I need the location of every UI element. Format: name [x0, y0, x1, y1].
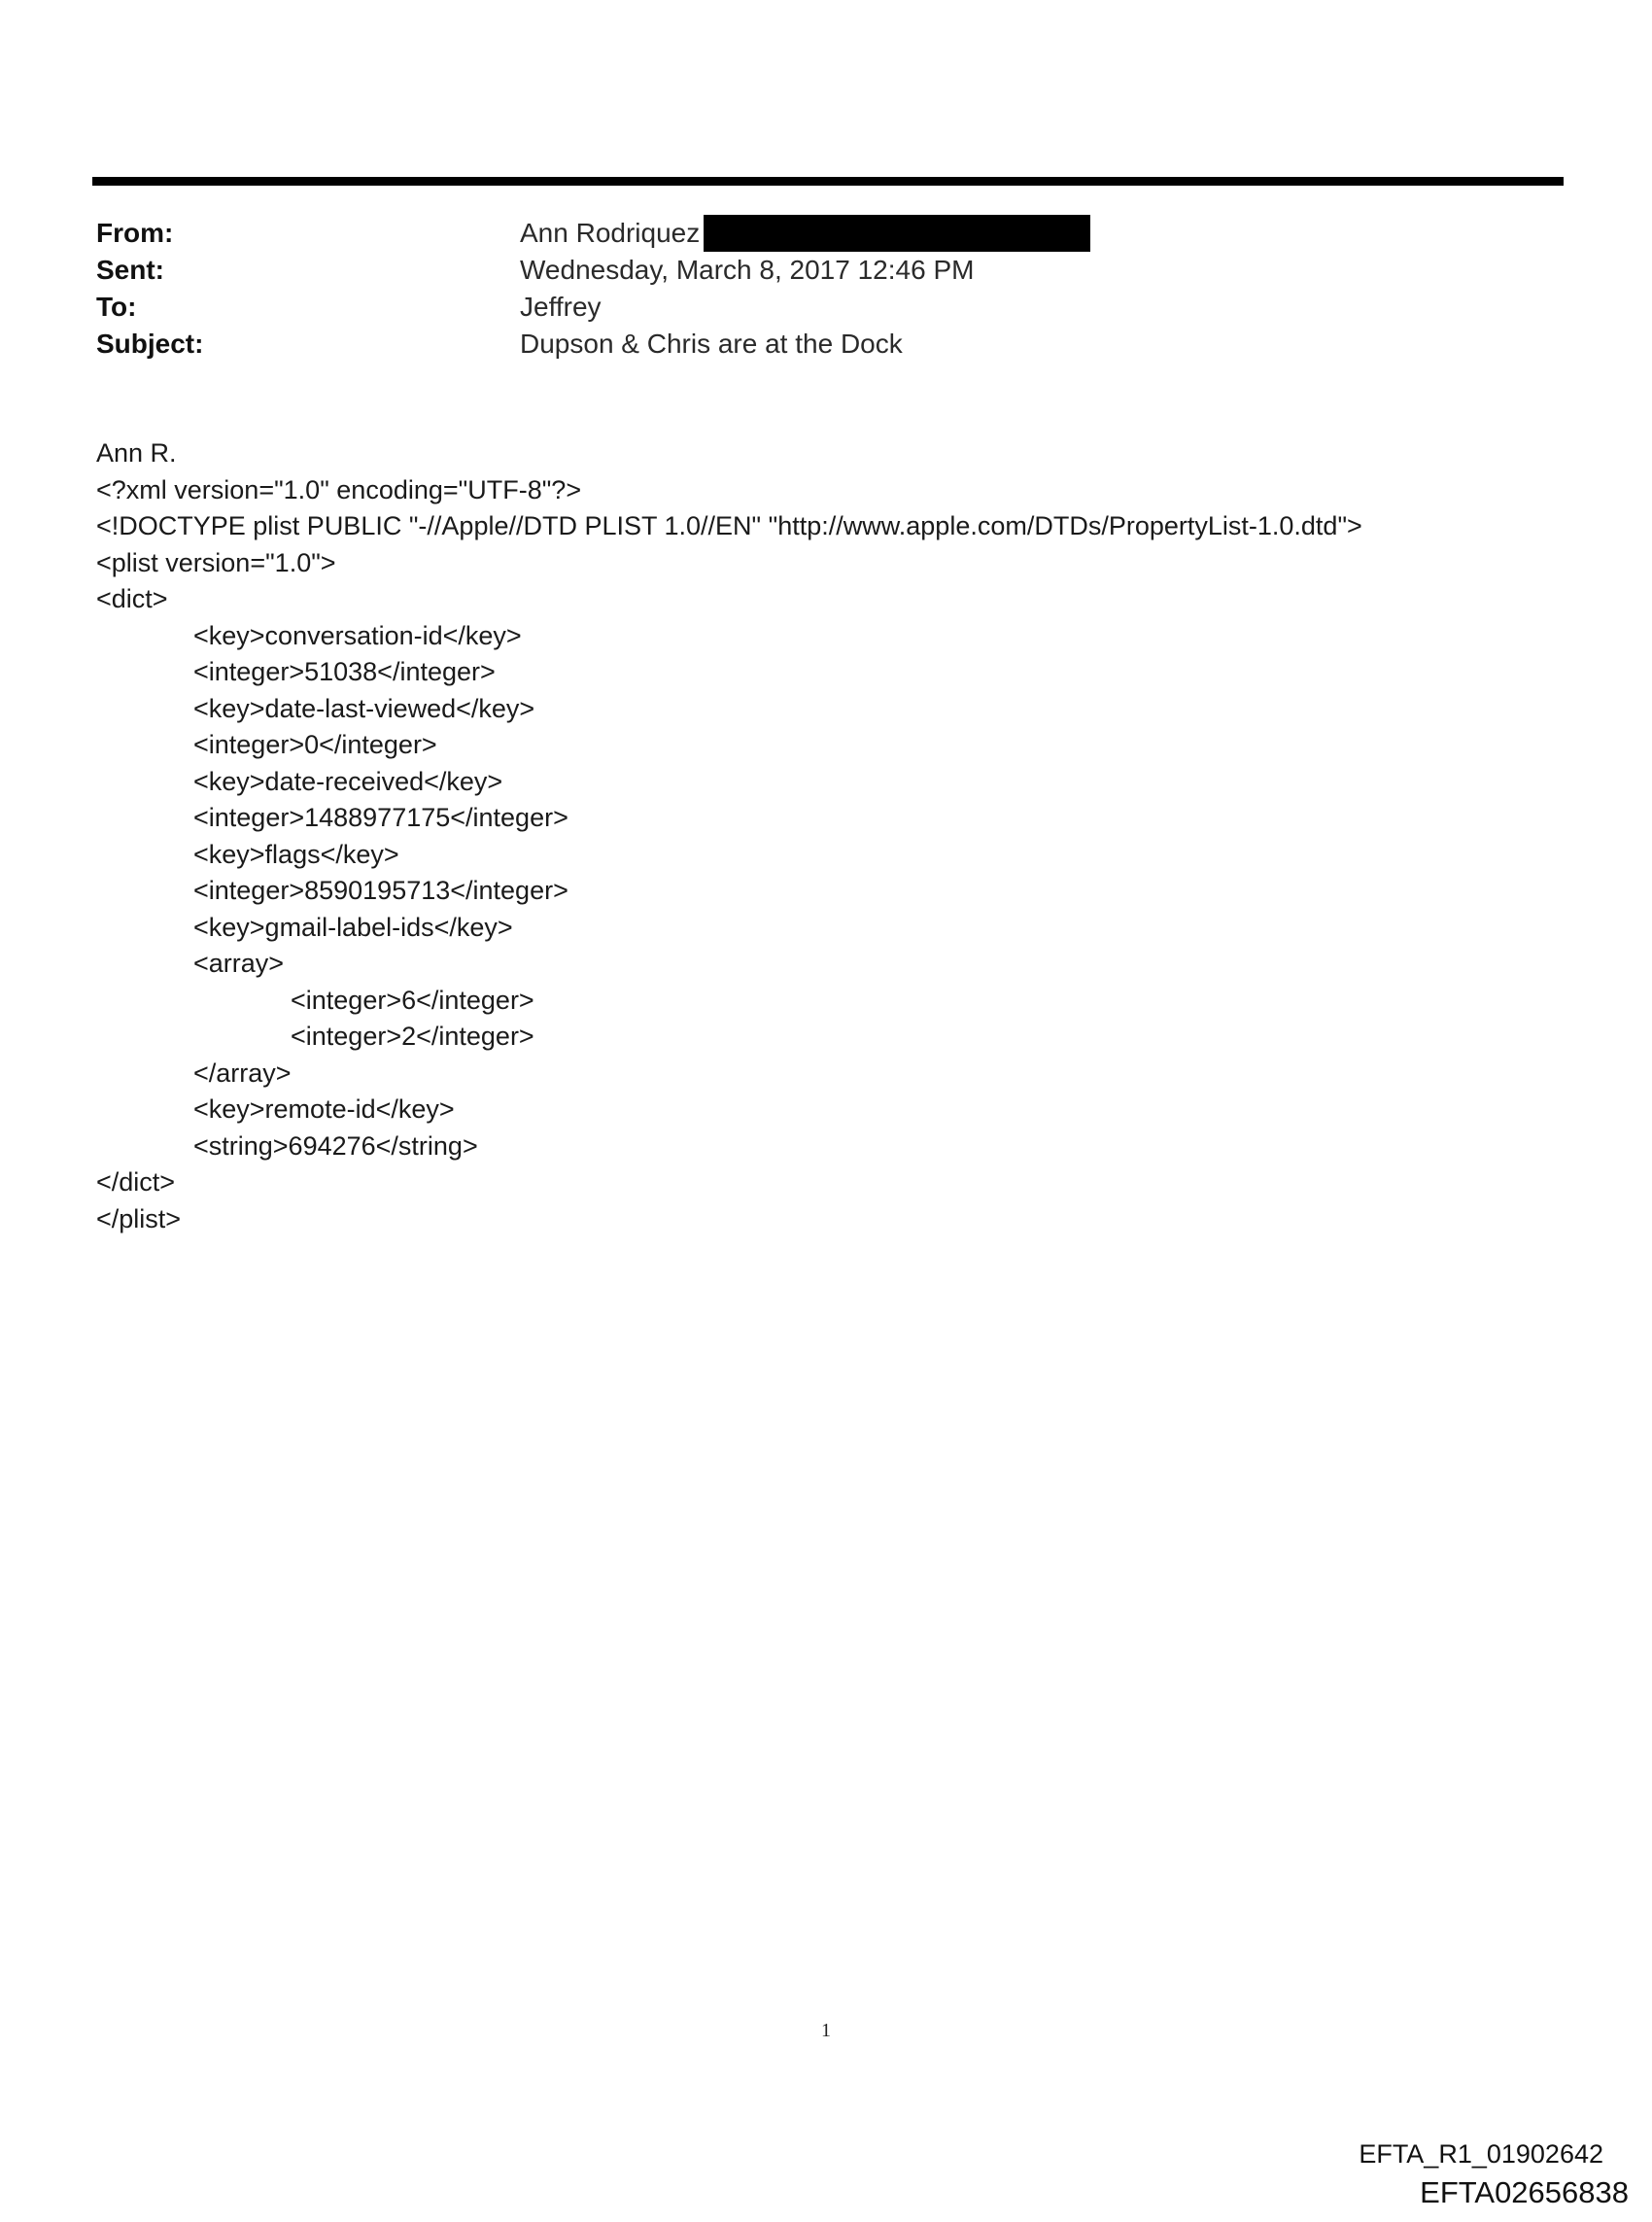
- body-line: <key>date-received</key>: [193, 766, 503, 796]
- body-line: </array>: [193, 1058, 292, 1088]
- from-label: From:: [96, 218, 174, 248]
- body-line: <key>gmail-label-ids</key>: [193, 912, 513, 942]
- subject-value: Dupson & Chris are at the Dock: [520, 329, 903, 359]
- to-row: [96, 289, 1457, 326]
- to-value: Jeffrey: [520, 292, 602, 322]
- header-divider: [92, 177, 1564, 186]
- body-line: <!DOCTYPE plist PUBLIC "-//Apple//DTD PLIST 1.0//EN" "http://www.apple.com/DTDs/PropertyList-1.0.dtd">: [96, 511, 1362, 540]
- subject-label: Subject:: [96, 329, 204, 359]
- page-number: 1: [821, 2020, 831, 2041]
- body-line: <plist version="1.0">: [96, 547, 336, 577]
- body-line: <integer>1488977175</integer>: [193, 803, 568, 832]
- signature-line: Ann R.: [96, 438, 177, 468]
- bates-number-primary: EFTA_R1_01902642: [1359, 2139, 1603, 2169]
- body-line: <key>date-last-viewed</key>: [193, 693, 535, 723]
- body-line: <integer>2</integer>: [291, 1022, 534, 1051]
- sent-label: Sent:: [96, 255, 164, 285]
- body-line: <key>conversation-id</key>: [193, 620, 522, 650]
- email-body: [96, 435, 1573, 1237]
- body-line: <key>flags</key>: [193, 839, 399, 869]
- body-line: <integer>0</integer>: [193, 730, 437, 759]
- sent-row: [96, 252, 1457, 289]
- body-line: </dict>: [96, 1167, 176, 1197]
- body-line: <integer>8590195713</integer>: [193, 876, 568, 905]
- body-line: <string>694276</string>: [193, 1130, 478, 1161]
- from-value-wrap: [520, 215, 1090, 254]
- body-line: </plist>: [96, 1203, 182, 1233]
- body-line: <dict>: [96, 584, 168, 613]
- body-line: <integer>6</integer>: [291, 985, 534, 1015]
- bates-number-secondary: EFTA02656838: [1420, 2175, 1629, 2209]
- from-row: [96, 215, 1457, 252]
- body-line: <array>: [193, 949, 285, 978]
- from-value: Ann Rodriquez: [520, 218, 701, 248]
- body-line: <key>remote-id</key>: [193, 1094, 455, 1124]
- subject-row: [96, 326, 1457, 363]
- sent-value: Wednesday, March 8, 2017 12:46 PM: [520, 255, 975, 285]
- body-line: <integer>51038</integer>: [193, 657, 496, 686]
- email-header: [96, 215, 1457, 363]
- to-label: To:: [96, 292, 137, 322]
- redaction-box: [704, 215, 1090, 252]
- body-line: <?xml version="1.0" encoding="UTF-8"?>: [96, 474, 582, 504]
